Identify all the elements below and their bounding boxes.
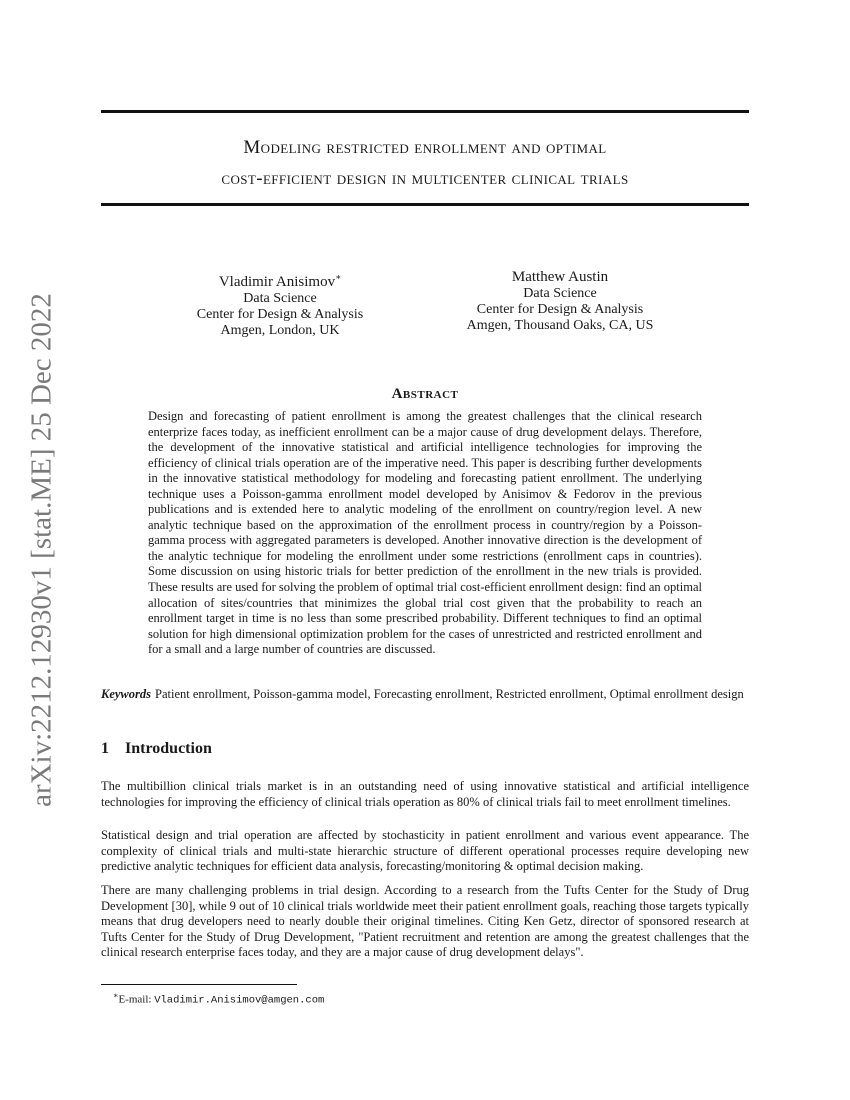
keywords-text: Patient enrollment, Poisson-gamma model, Forecasting enrollment, Restricted enrollment, Optimal enrollment design	[155, 687, 744, 701]
author-department: Data Science	[523, 286, 597, 301]
title-bottom-rule	[101, 203, 749, 206]
author-name: Matthew Austin	[511, 269, 609, 285]
author-block-1	[130, 268, 430, 339]
footnote-label: E-mail:	[118, 993, 152, 1006]
intro-paragraph-1: The multibillion clinical trials market is in an outstanding need of using innovative statistical and artificial intelligence technologies for improving the efficiency of clinical trials operation as 80% of clinical trials fail to meet enrollment timelines.	[101, 779, 749, 809]
author-location: Amgen, London, UK	[220, 323, 340, 338]
author-footnote-mark[interactable]: ∗	[335, 272, 342, 282]
author-center: Center for Design & Analysis	[476, 302, 644, 317]
footnote	[113, 989, 324, 1008]
paper-title	[101, 132, 749, 194]
arxiv-identifier-stamp	[22, 290, 62, 810]
paper-title-line-2: cost-efficient design in multicenter clinical trials	[221, 168, 629, 189]
intro-paragraph-2: Statistical design and trial operation are affected by stochasticity in patient enrollment and various event appearance. The complexity of clinical trials and multi-state hierarchic structure of different operational processes require developing new predictive analytic techniques for efficient data analysis, forecasting/monitoring & optimal decision making.	[101, 828, 749, 874]
abstract-text: Design and forecasting of patient enrollment is among the greatest challenges that the clinical research enterprize faces today, as inefficient enrollment can be a major cause of drug development delays. Therefore, the development of the innovative statistical and artificial intelligence technologies for improving the efficiency of clinical trials operation are of the imperative need. This paper is describing further developments in the innovative statistical methodology for modeling and forecasting patient enrollment. The underlying technique uses a Poisson-gamma enrollment model developed by Anisimov & Fedorov in the previous publications and is extended here to analytic modeling of the enrollment on country/region level. A new analytic technique based on the approximation of the enrollment process in country/region by a Poisson-gamma process with aggregated parameters is developed. Another innovative direction is the development of the analytic technique for modeling the enrollment under some restrictions (enrollment caps in countries). Some discussion on using historic trials for better prediction of the enrollment in the new trials is provided. These results are used for solving the problem of optimal trial cost-efficient enrollment design: find an optimal allocation of sites/countries that minimizes the global trial cost given that the probability to reach an enrollment target in time is no less than some prescribed probability. Different techniques to find an optimal solution for high dimensional optimization problem for the cases of unrestricted and restricted enrollment and for a small and a large number of countries are discussed.	[148, 409, 702, 657]
abstract-heading: Abstract	[391, 386, 459, 402]
title-top-rule	[101, 110, 749, 113]
keywords-label: Keywords	[101, 687, 151, 701]
section-number: 1	[101, 740, 109, 757]
paper-title-line-1: Modeling restricted enrollment and optimal	[243, 137, 607, 158]
section-heading	[101, 740, 212, 758]
author-department: Data Science	[243, 291, 317, 306]
author-block-2	[410, 268, 710, 334]
footnote-rule	[101, 984, 297, 985]
author-location: Amgen, Thousand Oaks, CA, US	[466, 318, 654, 333]
arxiv-identifier-text: arXiv:2212.12930v1 [stat.ME] 25 Dec 2022	[25, 293, 58, 807]
author-center: Center for Design & Analysis	[196, 307, 364, 322]
section-title: Introduction	[125, 740, 212, 757]
footnote-email[interactable]: Vladimir.Anisimov@amgen.com	[154, 994, 325, 1007]
author-name: Vladimir Anisimov	[218, 274, 336, 290]
footnote-mark: ∗	[113, 991, 119, 1000]
keywords-line	[101, 687, 749, 703]
intro-paragraph-3: There are many challenging problems in trial design. According to a research from the Tufts Center for the Study of Drug Development [30], while 9 out of 10 clinical trials worldwide meet their patient enrollment goals, reaching those targets typically means that drug developers need to nearly double their original timelines. Citing Ken Getz, director of sponsored research at Tufts Center for the Study of Drug Development, "Patient recruitment and retention are among the greatest challenges that the clinical research enterprise faces today, and they are a major cause of drug development delays".	[101, 883, 749, 960]
